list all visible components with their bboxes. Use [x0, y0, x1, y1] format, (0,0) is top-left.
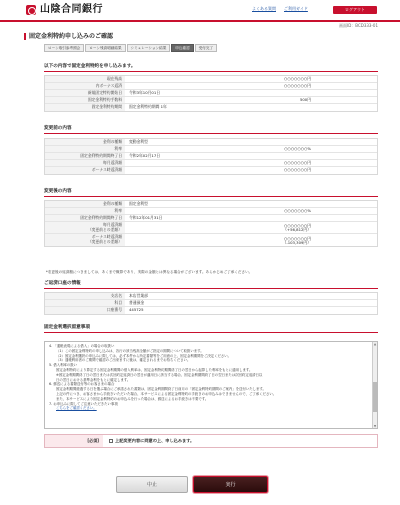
step-4-current: 申込確認	[171, 44, 193, 52]
faq-link[interactable]: よくある質問	[252, 6, 276, 11]
row-value: 令和2年02月17日	[129, 152, 161, 158]
row-label	[45, 234, 125, 246]
row-label: 支店名	[45, 293, 125, 299]
row-value: ○○○○○○○円	[284, 82, 311, 88]
row-label-main: 毎月返済額	[103, 221, 122, 227]
notice-line: また、本サービスにより固定金利特約のお申込みを行った場合は、郵送によるお手続きは不要です。	[56, 396, 209, 401]
step-1: ローン取引参考照会	[44, 44, 84, 52]
page-title: 固定金利特約申し込みのご確認	[24, 33, 113, 40]
intro-section-title: 以下の内容で固定金利特約を申し込みます。	[44, 64, 378, 72]
table-row	[45, 215, 377, 222]
notice-line: 固定金利期間経過する日を選ぶ場合にご承諾された書類は、固定金利期間終了日前月の「固定金利特約期間のご案内」を送付いたします。	[56, 387, 266, 392]
row-value-diff: （+56,812円）	[283, 227, 311, 233]
row-value: ○○○○○○○円	[284, 167, 311, 173]
table-row	[45, 104, 377, 111]
header-links	[252, 7, 308, 12]
table-row	[45, 83, 377, 90]
row-label: 口座番号	[45, 307, 125, 314]
table-row	[45, 139, 377, 146]
row-label-main: ボーナス時返済額	[91, 234, 122, 240]
table-row	[45, 222, 377, 234]
account-table	[44, 292, 378, 315]
row-label: 金利の種類	[45, 139, 125, 145]
table-row	[45, 293, 377, 300]
row-value: 500円	[299, 96, 311, 102]
row-value: ○○○○○○○円	[284, 75, 311, 81]
row-label: 新規固定特約開始日	[45, 90, 125, 96]
notice-detail-link[interactable]: こちらをご確認ください。	[56, 406, 97, 411]
row-label: 利率	[45, 208, 125, 214]
row-label: ボーナス時返済額	[45, 167, 125, 174]
row-value: 固定金利型	[129, 200, 148, 206]
row-value-diff: （-103,309円）	[282, 240, 311, 246]
notice-line: ※固定金利期間終了日の翌日または次回約定返済日の翌日が適用日に該当する場合、固定金利期間終了日の翌日または次回約定返済日以	[56, 372, 263, 377]
row-label: 内ボーナス返済	[45, 83, 125, 89]
row-value: 本店営業部	[129, 292, 148, 298]
table-row	[45, 76, 377, 83]
notice-line: 5. 借入利率の扱い	[49, 363, 78, 368]
row-value: 普通預金	[129, 299, 145, 305]
table-row	[45, 90, 377, 97]
table-row	[45, 160, 377, 167]
notice-line: 7. お申込みに際してご注意いただきたい事項	[49, 401, 118, 406]
row-label: 金利の種類	[45, 201, 125, 207]
row-label: 固定金利特約期間終了日	[45, 215, 125, 221]
notice-line: （1）この固定金利特約の申し込みは、各行の該当残高全額がご指定の期間について取扱います。	[56, 348, 204, 353]
before-section-title: 変更前の内容	[44, 126, 378, 134]
cancel-button[interactable]: 中止	[116, 476, 188, 493]
after-table	[44, 200, 378, 247]
table-row	[45, 307, 377, 314]
before-table	[44, 138, 378, 175]
notice-scrollbar[interactable]	[372, 342, 377, 428]
step-3: シミュレーション結果	[127, 44, 171, 52]
bank-name: 山陰合同銀行	[40, 4, 103, 15]
row-value	[125, 234, 377, 246]
row-label-sub: （変更前との差額）	[87, 226, 122, 232]
logout-button[interactable]: ログアウト	[333, 6, 377, 14]
table-row	[45, 153, 377, 160]
row-label: 科目	[45, 300, 125, 306]
agreement-checkbox-row[interactable]	[103, 435, 377, 447]
step-5: 受付完了	[195, 44, 217, 52]
row-value: 令和12年01月31日	[129, 214, 163, 220]
after-section-title: 変更後の内容	[44, 189, 378, 197]
row-label: 現在残高	[45, 76, 125, 82]
row-value: ○○○○○○○%	[284, 207, 311, 213]
table-row	[45, 234, 377, 246]
bank-logo-icon	[26, 5, 36, 15]
row-value: ○○○○○○○%	[284, 145, 311, 151]
row-label: 固定金利特約期間終了日	[45, 153, 125, 159]
row-value: 令和3年10月01日	[129, 89, 161, 95]
guide-link[interactable]: ご利用ガイド	[284, 6, 308, 11]
row-value-main: ○○○○○○○円	[284, 235, 311, 241]
estimate-note: *変更後の返済額につきましては、あくまで概算であり、実際の金額とは異なる場合がございます。あらかじめご了承ください。	[46, 270, 253, 274]
notice-line: 4. 「通帳表現による借入」の場合の取扱い	[49, 344, 115, 348]
notice-line: 上記の件につき、お客さまから手続きいただいた場合、本サービスによる固定金利特約の手続きのお申込みはできませんので、ご了承ください。	[56, 391, 277, 396]
header-divider	[0, 20, 400, 22]
scroll-up-arrow-icon[interactable]: ▲	[373, 342, 377, 346]
progress-steps	[44, 44, 218, 52]
row-value: 変動金利型	[129, 138, 148, 144]
table-row	[45, 167, 377, 174]
row-label: 毎月返済額	[45, 160, 125, 166]
execute-button[interactable]: 実行	[193, 476, 268, 493]
notice-line: 日の翌日における基準金利をもとに確定します。	[56, 377, 131, 382]
row-label: 固定金利特約手数料	[45, 97, 125, 103]
scroll-thumb[interactable]	[373, 382, 377, 412]
screen-id: 画面ID：BCD333-01	[339, 23, 378, 28]
required-label: [必須]	[87, 437, 99, 443]
agreement-checkbox[interactable]	[109, 439, 113, 443]
header	[0, 0, 400, 20]
notice-line: 6. 郵送による書類送付等のお客さまの場合	[49, 382, 115, 387]
notice-scroll-box[interactable]	[44, 341, 378, 429]
notice-content	[49, 344, 367, 411]
table-row	[45, 300, 377, 307]
step-2: ローン残高明細結果	[85, 44, 125, 52]
table-row	[45, 208, 377, 215]
confirm-section-title: 固定金利選択留意事項	[44, 325, 378, 333]
agreement-checkbox-label[interactable]: 上記変更内容に同意の上、申し込みます。	[115, 438, 195, 444]
agreement-bar	[44, 434, 378, 448]
row-label-sub: （変更前との差額）	[87, 239, 122, 244]
notice-line: （2）固定金利選択の申込みに際しては、必ず本件から所定書類等をご用意の上、固定金利期間をご決定ください。	[56, 353, 232, 358]
notice-line: 固定金利特約により算定する固定金利期間の借入利率は、固定金利特約期間終了日の翌日から起算した利率をもとに適用します。	[56, 367, 253, 372]
row-label: 固定金利特約期間	[45, 104, 125, 111]
row-label: 利率	[45, 146, 125, 152]
intro-table	[44, 75, 378, 112]
row-label	[45, 222, 125, 233]
account-section-title: ご返済口座の情報	[44, 281, 378, 289]
table-row	[45, 146, 377, 153]
row-value	[125, 222, 377, 233]
table-row	[45, 201, 377, 208]
notice-line: （3）通帳利用者のご期間で確認のご出来ますに後は、確定されるまでお待ちください。	[56, 358, 191, 363]
row-value: 固定金利特約期間 1年	[129, 104, 167, 110]
row-value-main: ○○○○○○○円	[284, 222, 311, 228]
table-row	[45, 97, 377, 104]
row-value: 445725	[129, 307, 144, 313]
row-value: ○○○○○○○円	[284, 159, 311, 165]
scroll-down-arrow-icon[interactable]: ▼	[373, 424, 377, 428]
